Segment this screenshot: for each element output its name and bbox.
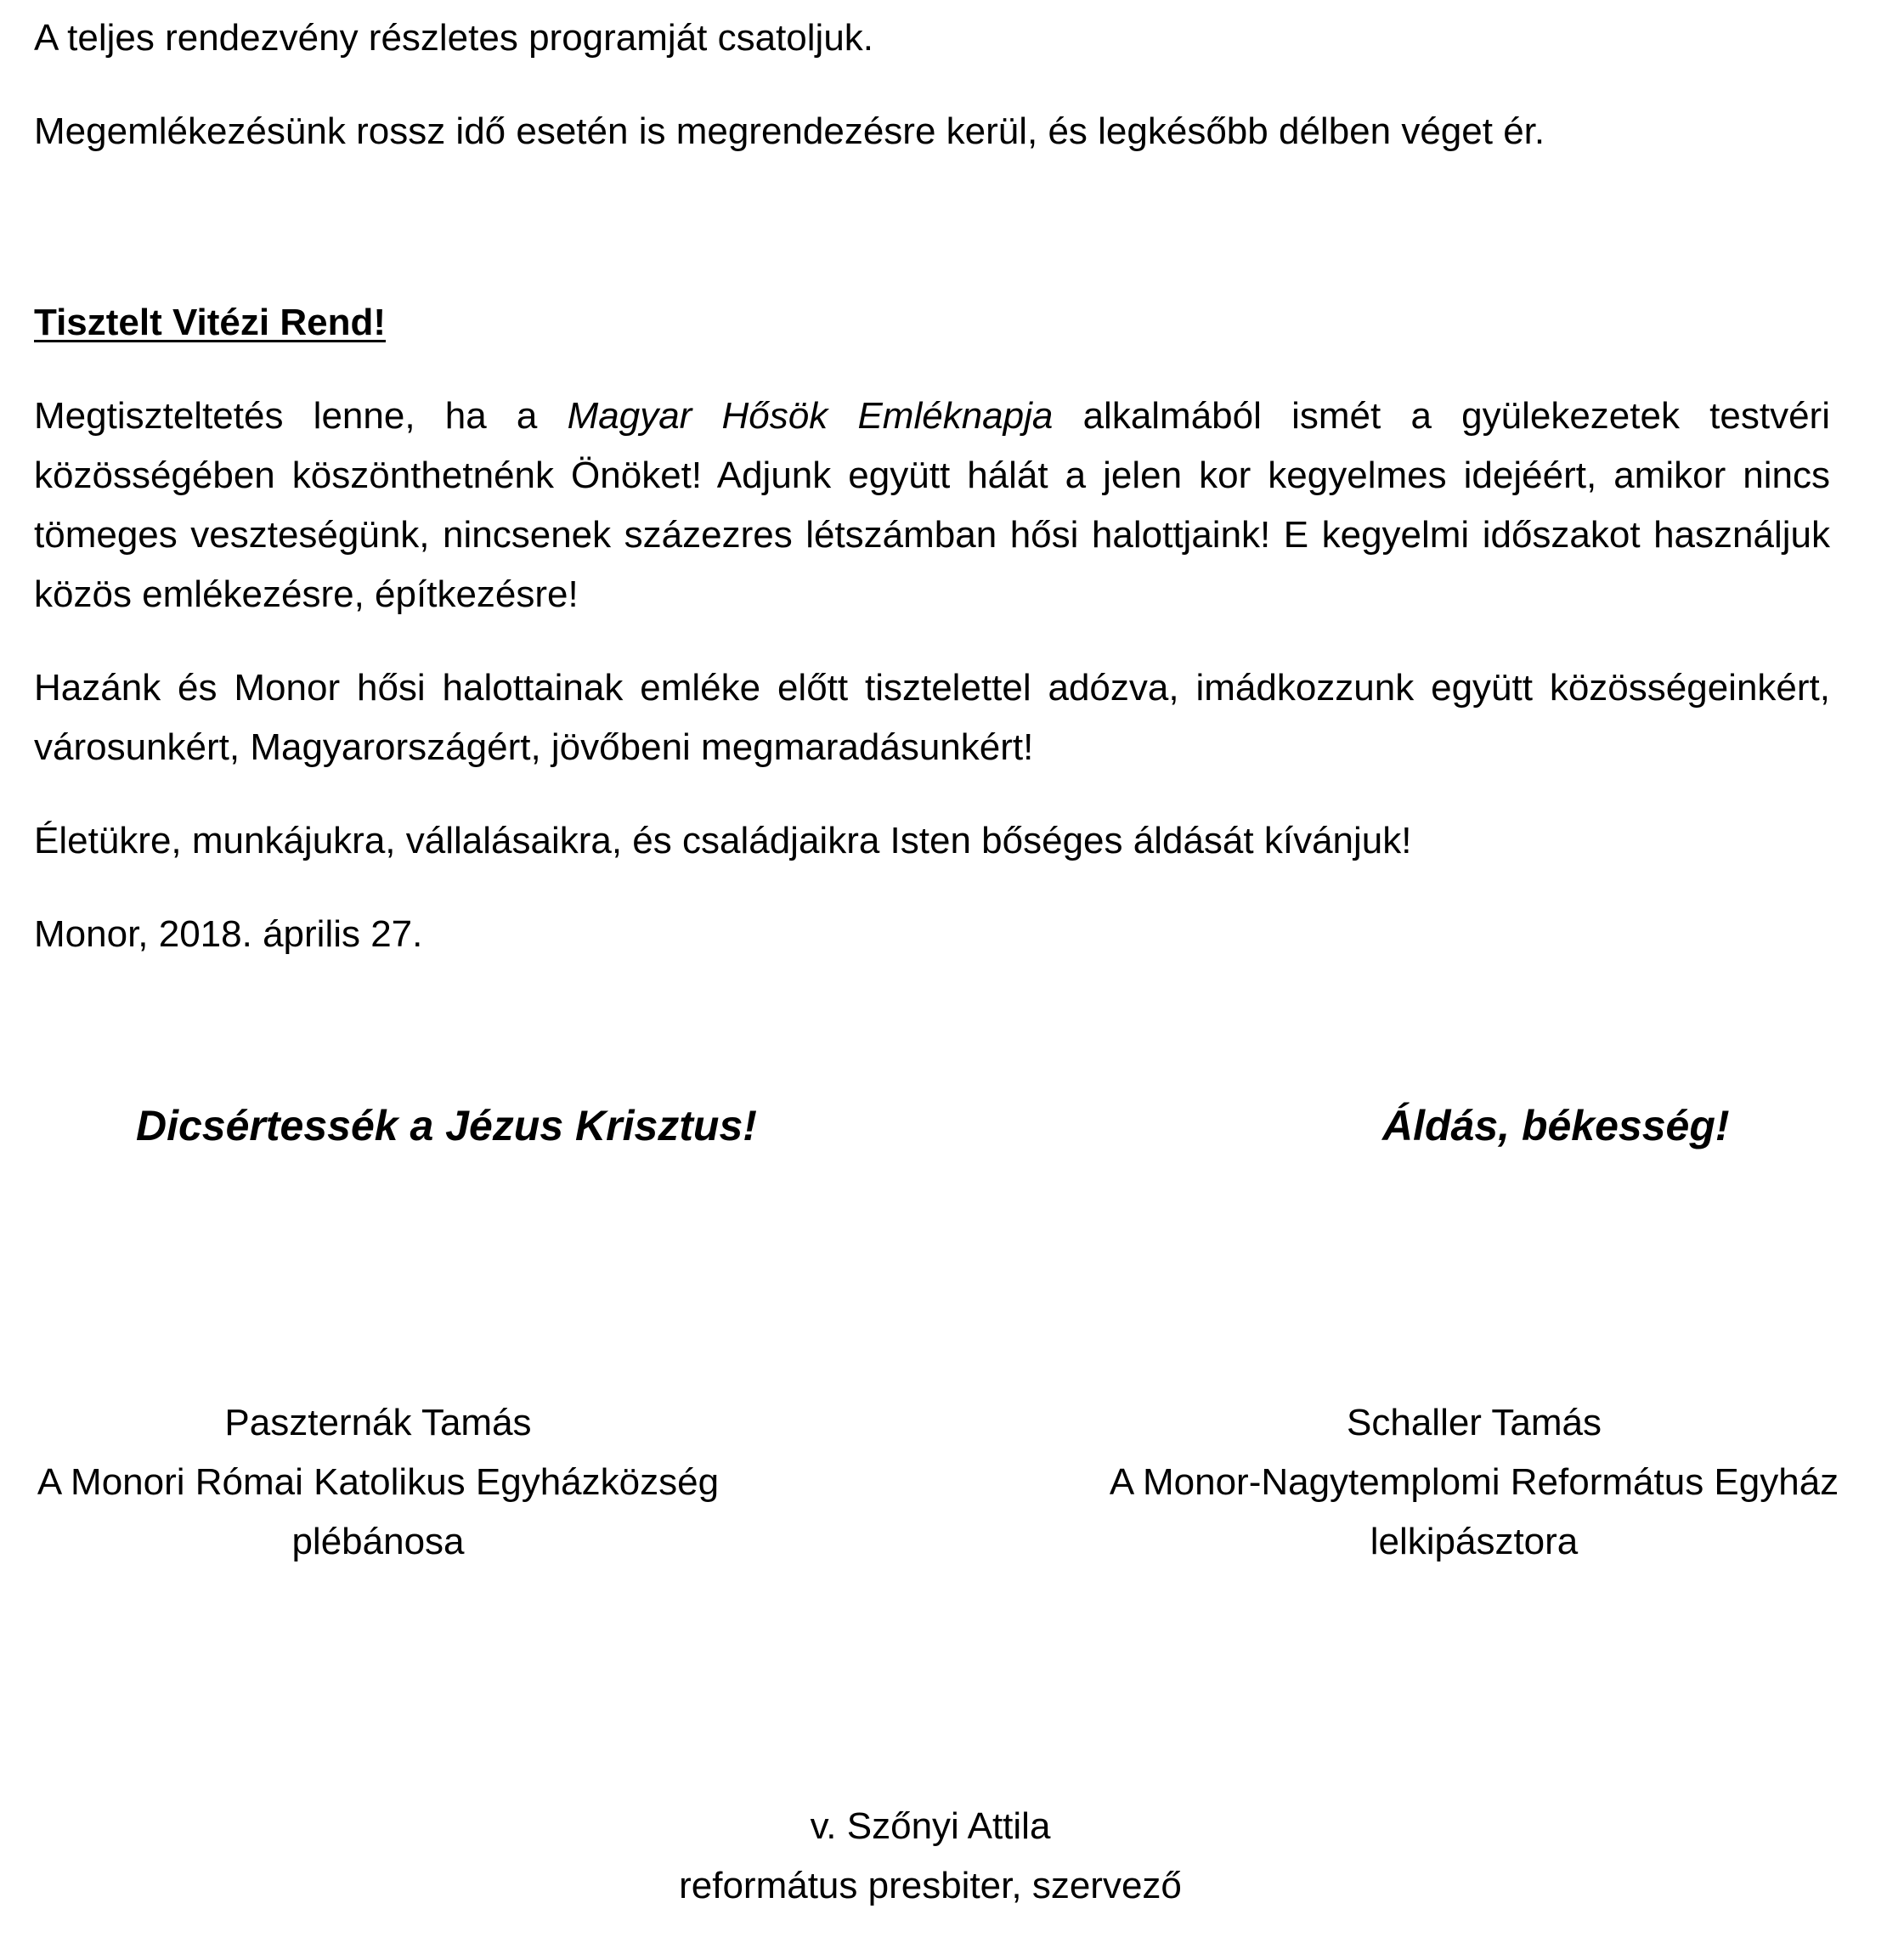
prayer-paragraph: Hazánk és Monor hősi halottainak emléke előtt tisztelettel adózva, imádkozzunk együtt közösségeinkért, városunkért, Magyarországért, jövőbeni megmaradásunkért!	[34, 667, 1830, 768]
signatory-role: plébánosa	[291, 1521, 465, 1562]
salutation: Tisztelt Vitézi Rend!	[34, 302, 387, 343]
signatory-organization: A Monor-Nagytemplomi Református Egyház	[1109, 1461, 1839, 1503]
invitation-paragraph	[34, 387, 1830, 624]
signatory-name: v. Szőnyi Attila	[810, 1805, 1051, 1847]
reformed-greeting: Áldás, békesség!	[1382, 1102, 1730, 1149]
invitation-text-start: Megtiszteltetés lenne, ha a	[34, 395, 568, 437]
place-and-date: Monor, 2018. április 27.	[34, 913, 423, 955]
signatory-role: lelkipásztora	[1370, 1521, 1579, 1562]
signatory-name: Paszternák Tamás	[224, 1402, 532, 1443]
signatory-organization: A Monori Római Katolikus Egyházközség	[37, 1461, 720, 1503]
signature-bottom	[527, 1797, 1334, 1916]
attachment-note: A teljes rendezvény részletes programját csatoljuk.	[34, 17, 874, 59]
catholic-greeting: Dicsértessék a Jézus Krisztus!	[136, 1102, 757, 1149]
signature-left	[0, 1393, 756, 1572]
weather-note: Megemlékezésünk rossz idő esetén is megrendezésre kerül, és legkésőbb délben véget ér.	[34, 110, 1545, 152]
invitation-text-end: alkalmából ismét a gyülekezetek testvéri közösségében köszönthetnénk Önöket! Adjunk együtt hálát a jelen kor kegyelmes idejéért, amikor nincs tömeges veszteségünk, nincsenek százezres létszámban hősi halottjaink! E kegyelmi időszakot használjuk közös emlékezésre, építkezésre!	[34, 395, 1830, 615]
signatory-role: református presbiter, szervező	[679, 1865, 1182, 1906]
signature-right	[1054, 1393, 1895, 1572]
blessing-paragraph: Életükre, munkájukra, vállalásaikra, és családjaikra Isten bőséges áldását kívánjuk!	[34, 820, 1412, 861]
signatory-name: Schaller Tamás	[1347, 1402, 1602, 1443]
memorial-day-name: Magyar Hősök Emléknapja	[567, 395, 1054, 437]
